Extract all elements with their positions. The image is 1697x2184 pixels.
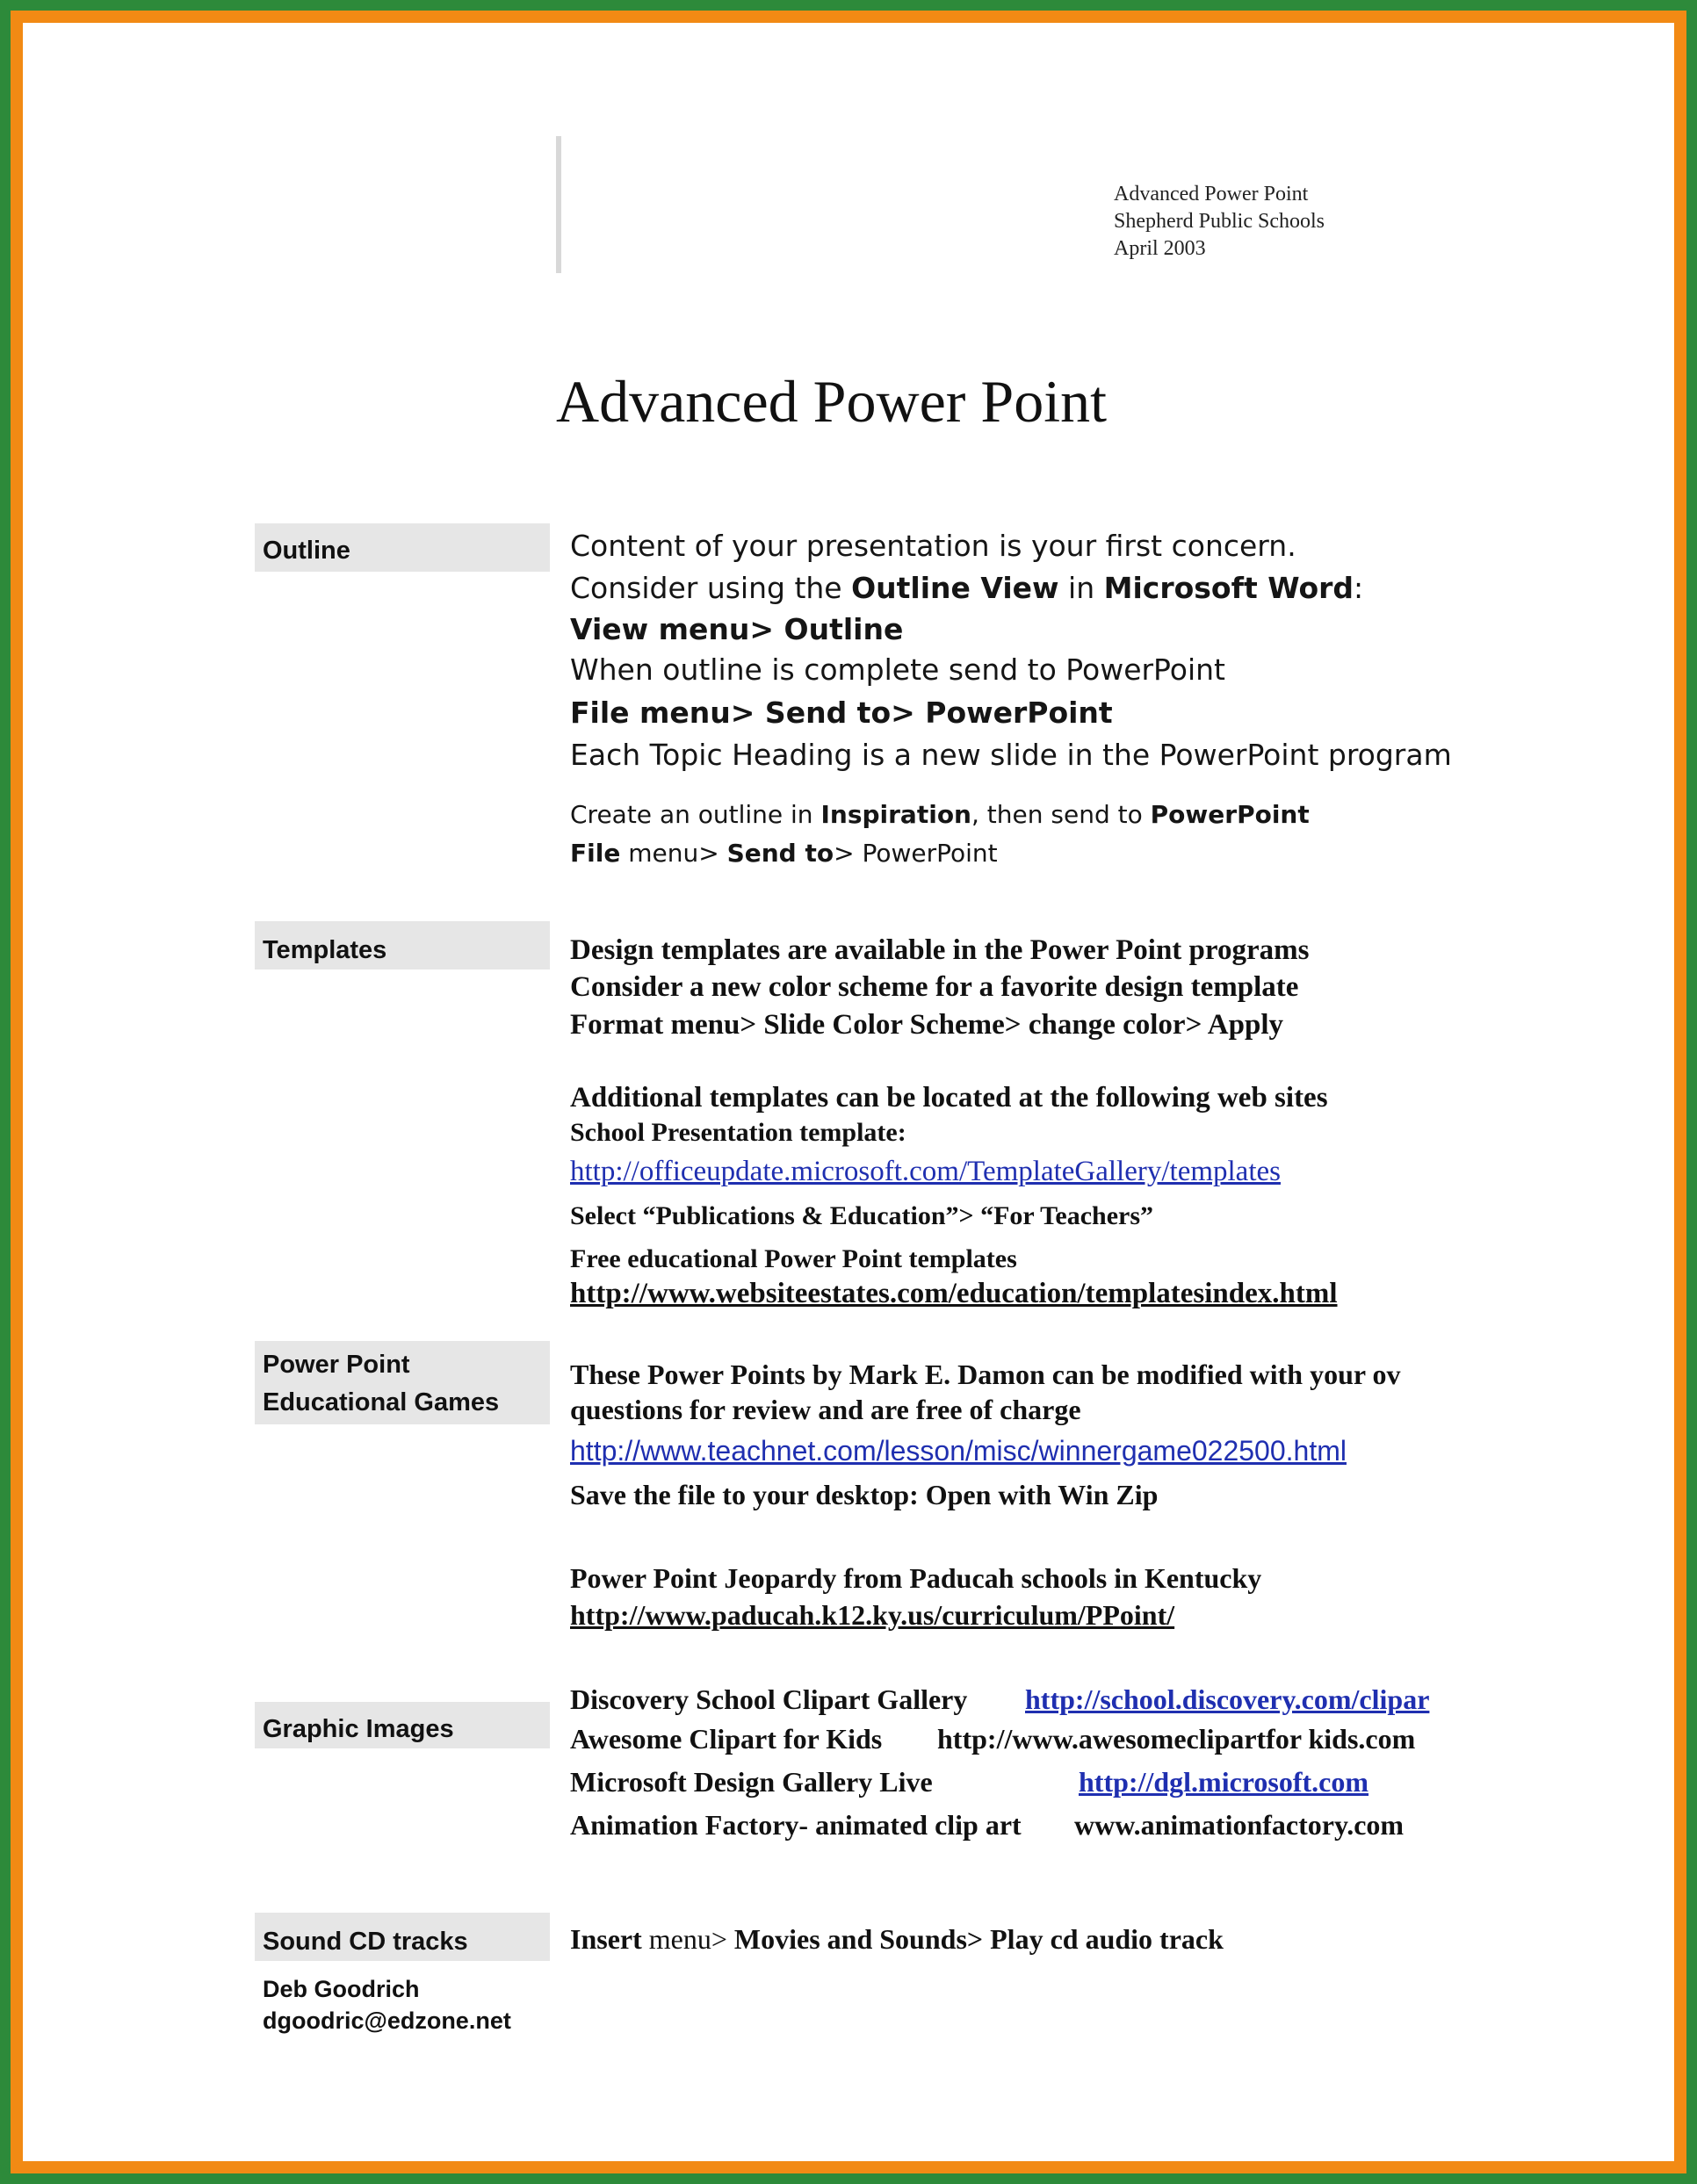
- header-divider: [556, 136, 561, 273]
- games-line-2: questions for review and are free of charge: [570, 1394, 1081, 1425]
- outline-line-1: Content of your presentation is your first concern.: [570, 529, 1296, 563]
- header-course: Advanced Power Point: [1114, 183, 1309, 205]
- graphics-row-2-link[interactable]: http://www.awesomeclipartfor kids.com: [937, 1723, 1416, 1755]
- graphics-row-1-name: Discovery School Clipart Gallery: [570, 1683, 968, 1715]
- section-label-games: [255, 1341, 550, 1424]
- graphics-row-1-link[interactable]: http://school.discovery.com/clipar: [1025, 1683, 1430, 1715]
- templates-line-7: Free educational Power Point templates: [570, 1244, 1017, 1273]
- outline-line-7: Create an outline in Inspiration, then send to PowerPoint: [570, 800, 1310, 829]
- section-label-templates: Templates: [255, 921, 550, 969]
- outline-line-4: When outline is complete send to PowerPoint: [570, 652, 1225, 687]
- page-title: Advanced Power Point: [556, 368, 1108, 435]
- templates-line-3: Format menu> Slide Color Scheme> change color> Apply: [570, 1009, 1284, 1041]
- outline-line-6: Each Topic Heading is a new slide in the PowerPoint program: [570, 738, 1452, 772]
- outline-line-5: File menu> Send to> PowerPoint: [570, 696, 1113, 730]
- header-school: Shepherd Public Schools: [1114, 210, 1325, 233]
- games-line-4: Power Point Jeopardy from Paducah schools in Kentucky: [570, 1562, 1262, 1594]
- section-label-graphics: Graphic Images: [255, 1702, 550, 1748]
- games-line-3: Save the file to your desktop: Open with Win Zip: [570, 1479, 1159, 1510]
- games-label-line-2: Educational Games: [263, 1388, 500, 1416]
- contact-email: dgoodric@edzone.net: [263, 2007, 511, 2034]
- section-label-sound: Sound CD tracks: [255, 1913, 550, 1961]
- graphics-row-4-link[interactable]: www.animationfactory.com: [1074, 1809, 1405, 1841]
- outline-line-8: File menu> Send to> PowerPoint: [570, 839, 998, 868]
- templates-line-1: Design templates are available in the Power Point programs: [570, 934, 1310, 966]
- graphics-row-3-name: Microsoft Design Gallery Live: [570, 1766, 933, 1798]
- templates-link-websiteestates[interactable]: http://www.websiteestates.com/education/templatesindex.html: [570, 1278, 1338, 1309]
- templates-link-office[interactable]: http://officeupdate.microsoft.com/TemplateGallery/templates: [570, 1156, 1281, 1187]
- games-line-1-clip: [570, 1359, 1448, 1397]
- templates-line-2: Consider a new color scheme for a favorite design template: [570, 971, 1299, 1003]
- document-header: [1114, 181, 1325, 263]
- templates-line-5: School Presentation template:: [570, 1118, 906, 1147]
- section-label-outline: Outline: [255, 523, 550, 572]
- games-link-paducah[interactable]: http://www.paducah.k12.ky.us/curriculum/PPoint/: [570, 1599, 1175, 1631]
- graphics-row-4-name: Animation Factory- animated clip art: [570, 1809, 1022, 1841]
- templates-line-4: Additional templates can be located at the following web sites: [570, 1082, 1328, 1114]
- sound-line: Insert menu> Movies and Sounds> Play cd audio track: [570, 1923, 1224, 1955]
- games-line-1: These Power Points by Mark E. Damon can be modified with your ov: [570, 1359, 1401, 1390]
- graphics-row-2-name: Awesome Clipart for Kids: [570, 1723, 883, 1755]
- games-label-line-1: Power Point: [263, 1351, 410, 1379]
- header-date: April 2003: [1114, 237, 1206, 260]
- games-link-teachnet[interactable]: http://www.teachnet.com/lesson/misc/winnergame022500.html: [570, 1435, 1347, 1467]
- graphics-row-3-link[interactable]: http://dgl.microsoft.com: [1079, 1766, 1369, 1798]
- contact-name: Deb Goodrich: [263, 1976, 420, 2002]
- outline-line-3: View menu> Outline: [570, 612, 904, 646]
- outline-line-2: Consider using the Outline View in Microsoft Word:: [570, 571, 1364, 605]
- templates-line-6: Select “Publications & Education”> “For Teachers”: [570, 1201, 1154, 1230]
- graphics-row-1: [570, 1683, 1448, 1720]
